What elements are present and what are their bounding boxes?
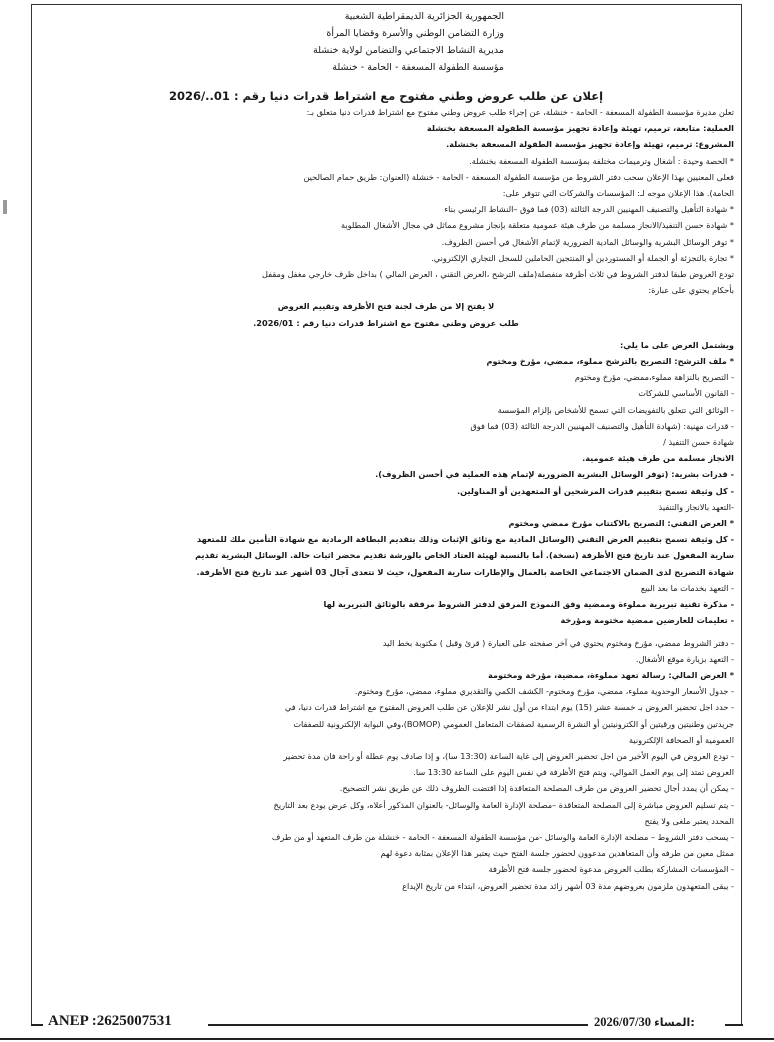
body-line: * ملف الترشح: التصريح بالترشح مملوء، ممضي، مؤرخ ومختوم bbox=[486, 356, 734, 367]
announcement bbox=[38, 8, 734, 894]
body-line: - جدول الأسعار الوحدوية مملوء، ممضي، مؤرخ ومختوم- الكشف الكمي والتقديري مملوء، ممضي، مؤرخ ومختوم. bbox=[354, 686, 734, 697]
body-line: * الحصة وحيدة : أشغال وترميمات مختلفة بمؤسسة الطفولة المسعفة بخنشلة. bbox=[469, 155, 734, 166]
body-line: - تعليمات للعارضين ممضية مختومة ومؤرخة bbox=[560, 615, 734, 626]
body-line: العمومية أو الصحافة الإلكترونية bbox=[629, 734, 734, 745]
body-line: تعلن مديرة مؤسسة الطفولة المسعفة - الحامة - خنشلة، عن إجراء طلب عروض وطني مفتوح مع اشتراط قدرات دنيا متعلق بـ: bbox=[306, 107, 734, 117]
body-line: العروض تمتد إلى يوم العمل الموالي، ويتم فتح الأظرفة في نفس اليوم على الساعة 13:30 سا. bbox=[413, 767, 734, 778]
body-line: - حدد اجل تحضير العروض بـ خمسة عشر (15) يوم ابتداء من أول نشر للإعلان عن طلب العروض المفتوح مع اشتراط قدرات دنيا، في bbox=[284, 702, 734, 713]
body-line: سارية المفعول عند تاريخ فتح الأظرفة (نسخة). أما بالنسبة لهيئة العتاد الخاص بالورشة تقديم محضر اثبات حالة. الوسائل البشرية تقديم bbox=[195, 550, 734, 561]
body-line: -التعهد بالانجاز والتنفيذ bbox=[658, 501, 734, 512]
body-line: * العرض التقني: التصريح بالاكتتاب مؤرخ ممضي ومختوم bbox=[508, 518, 734, 529]
body-line: ممثل معين من طرفه وأن المتعاهدين مدعوون لحضور جلسة الفتح حيث يعتبر هذا الإعلان بمثابة دعوة لهم bbox=[380, 848, 734, 859]
body-line: - التعهد بزيارة موقع الأشغال. bbox=[635, 653, 734, 664]
body-line: - يتم تسليم العروض مباشرة إلى المصلحة المتعاقدة –مصلحة الإدارة العامة والوسائل- بالعنوان المذكور أعلاه، وكل عرض يودع بعد التاريخ bbox=[273, 799, 734, 810]
body-line: - الوثائق التي تتعلق بالتفويضات التي تسمح للأشخاص بإلزام المؤسسة bbox=[497, 404, 734, 415]
body-line: شهادة حسن التنفيذ / bbox=[663, 437, 734, 448]
body-line: - كل وثيقة تسمح بتقييم قدرات المرشحين أو المتعهدين أو المناولين. bbox=[457, 485, 734, 496]
body-line: * العرض المالي: رسالة تعهد مملوءة، ممضية، مؤرخة ومختومة bbox=[487, 669, 734, 680]
body-line: * تجارة بالتجزئة أو الجملة أو المستوردين أو المنتجين الحاملين للسجل التجاري الإلكتروني. bbox=[431, 252, 734, 263]
letterhead bbox=[38, 8, 734, 76]
body-line: * توفر الوسائل البشرية والوسائل المادية الضرورية لإتمام الأشغال في أحسن الظروف. bbox=[441, 236, 734, 247]
envelope-notice: طلب عروض وطني مفتوح مع اشتراط قدرات دنيا رقم : 2026/01. bbox=[253, 317, 519, 328]
body-line: - قدرات مهنية: (شهادة التأهيل والتصنيف المهنيين الدرجة الثالثة (03) فما فوق bbox=[470, 420, 734, 431]
body-line: - قدرات بشرية: (توفر الوسائل البشرية الضرورية لإتمام هذه العملية في أحسن الظروف). bbox=[375, 469, 734, 480]
body-line: تودع العروض طبقا لدفتر الشروط في ثلاث أظرفة منفصلة(ملف الترشح ،العرض التقني ، العرض المالي ) بداخل ظرف خارجي مغفل ومقفل bbox=[262, 269, 734, 280]
body-line: - مذكرة تقنية تبريرية مملوءة وممضية وفق النموذج المرفق لدفتر الشروط مرفقة بالوثائق التبريرية لها bbox=[323, 599, 734, 610]
scan-mark bbox=[3, 200, 7, 214]
body-line: - كل وثيقة تسمح بتقييم العرض التقني (الوسائل المادية مع وثائق الإثبات وذلك بتقديم البطاقة الرمادية مع شهادة التأمين ملك للمتعهد bbox=[196, 534, 734, 545]
body-line: المشروع: ترميم، تهيئة وإعادة تجهيز مؤسسة الطفولة المسعفة بخنشلة. bbox=[446, 139, 734, 150]
body-line: ويشتمل العرض على ما يلي: bbox=[620, 339, 734, 350]
publication-date bbox=[594, 1015, 695, 1030]
body-line: العملية: متابعة، ترميم، تهيئة وإعادة تجهيز مؤسسة الطفولة المسعفة بخنشلة bbox=[426, 123, 734, 134]
body-line: الانجاز مسلمة من طرف هيئة عمومية. bbox=[582, 453, 734, 464]
body-line: * شهادة حسن التنفيذ/الانجاز مسلمة من طرف هيئة عمومية متعلقة بإنجاز مشروع مماثل في مجال الأشغال المطلوبة bbox=[341, 220, 734, 231]
body-line: - القانون الأساسي للشركات bbox=[638, 388, 734, 399]
body-line: - المؤسسات المشاركة بطلب العروض مدعوة لحضور جلسة فتح الأظرفة bbox=[488, 864, 734, 875]
body-line: - تودع العروض في اليوم الأخير من اجل تحضير العروض إلى غاية الساعة (13:30 سا)، و إذا صادف يوم عطلة أو راحة فان مدة تحضير bbox=[283, 750, 734, 761]
body-line: الحامة). هذا الإعلان موجه لـ: المؤسسات والشركات التي تتوفر على: bbox=[502, 188, 734, 199]
body-line: بأحكام يحتوي على عبارة: bbox=[648, 285, 734, 296]
body-line: - دفتر الشروط ممضي، مؤرخ ومختوم يحتوي في آخر صفحته على العبارة ( قرئ وقبل ) مكتوبة بخط اليد bbox=[382, 637, 734, 648]
anep-reference: ANEP :2625007531 bbox=[48, 1013, 172, 1029]
bottom-rule bbox=[31, 1024, 43, 1026]
body-line: * شهادة التأهيل والتصنيف المهنيين الدرجة الثالثة (03) فما فوق –النشاط الرئيسي بناء bbox=[444, 204, 734, 215]
letterhead-line: الجمهورية الجزائرية الديمقراطية الشعبية bbox=[344, 11, 504, 22]
body-line: شهادة التصريح لدى الضمان الاجتماعي الخاصة بالعمال والإطارات سارية المفعول، حيث لا تتعدى آجال 03 أشهر عند تاريخ فتح الأظرفة. bbox=[196, 566, 734, 577]
bottom-rule bbox=[725, 1024, 743, 1026]
newspaper-label: المساء: bbox=[654, 1016, 695, 1029]
letterhead-line: وزارة التضامن الوطني والأسرة وقضايا المرأة bbox=[326, 28, 504, 39]
body-line: جريدتين وطنيتين ورقيتين أو الكترونيتين أو النشرة الرسمية لصفقات المتعامل العمومي (BOMOP)،وفي البوابة الإلكترونية للصفقات bbox=[293, 718, 734, 729]
announcement-title: إعلان عن طلب عروض وطني مفتوح مع اشتراط قدرات دنيا رقم : 01../2026 bbox=[168, 89, 604, 103]
body-line: - يمكن أن يمدد أجال تحضير العروض من طرف المصلحة المتعاقدة إذا اقتضت الظروف ذلك عن طريق نشر التصحيح. bbox=[339, 783, 734, 794]
envelope-notice: لا يفتح إلا من طرف لجنة فتح الأظرفة وتقييم العروض bbox=[277, 301, 495, 312]
bottom-rule bbox=[208, 1024, 588, 1026]
body-line: المحدد يعتبر ملغى ولا يفتح bbox=[644, 815, 734, 826]
body-line: - التعهد بخدمات ما بعد البيع bbox=[640, 582, 734, 593]
body-line: - التصريح بالنزاهة مملوء،ممضي، مؤرخ ومختوم bbox=[574, 372, 734, 383]
page-divider bbox=[0, 1038, 774, 1040]
letterhead-line: مديرية النشاط الاجتماعي والتضامن لولاية خنشلة bbox=[313, 45, 504, 56]
body-line: - يسحب دفتر الشروط – مصلحة الإدارة العامة والوسائل -من مؤسسة الطفولة المسعفة - الحامة - خنشلة من طرف المتعهد أو من طرف bbox=[271, 831, 734, 842]
publication-date-value: 2026/07/30 bbox=[594, 1015, 651, 1029]
body-line: فعلى المعنيين بهذا الإعلان سحب دفتر الشروط من مؤسسة الطفولة المسعفة - الحامة - خنشلة (العنوان: طريق حمام الصالحين bbox=[303, 171, 734, 182]
letterhead-line: مؤسسة الطفولة المسعفة - الحامة - خنشلة bbox=[332, 62, 504, 73]
body-line: - يبقى المتعهدون ملزمون بعروضهم مدة 03 أشهر زائد مدة تحضير العروض، ابتداء من تاريخ الإيداع bbox=[402, 880, 734, 891]
